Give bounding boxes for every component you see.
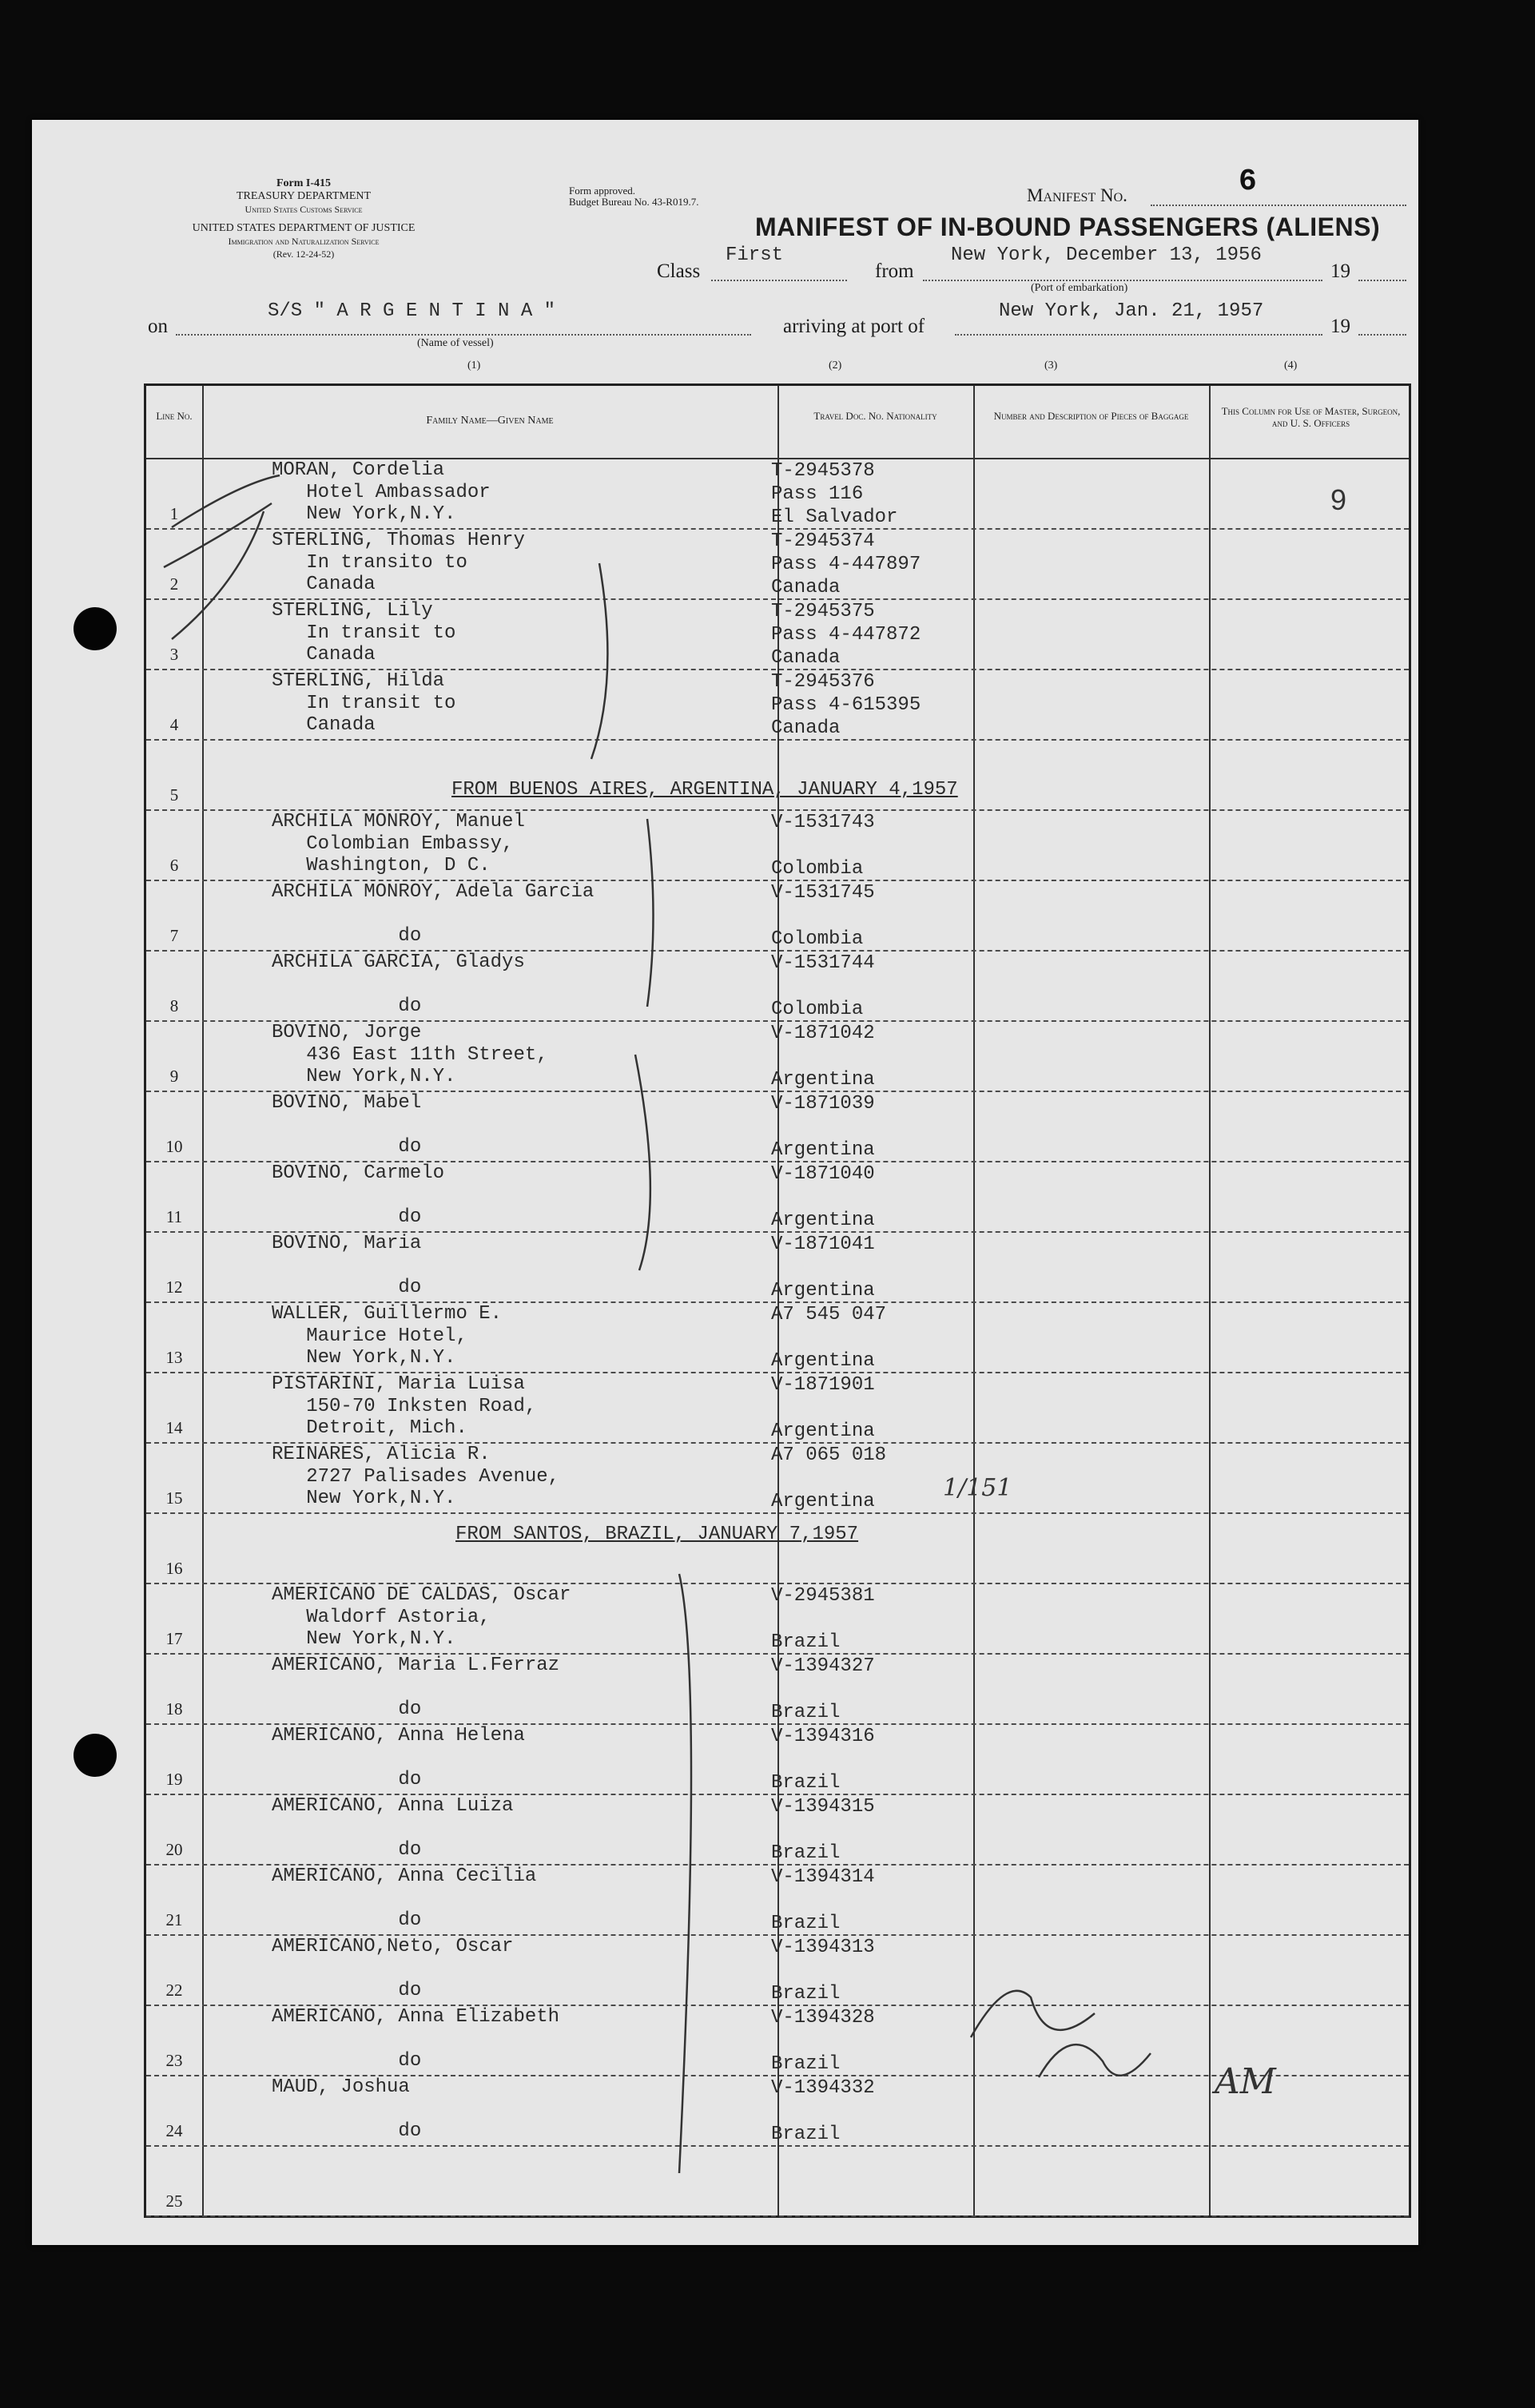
passenger-name: BOVINO, Mabel (272, 1092, 422, 1114)
line-number: 3 (169, 645, 179, 664)
vessel-caption: (Name of vessel) (417, 337, 494, 349)
travel-doc-nationality: A7 065 018 Argentina (771, 1444, 887, 1512)
passenger-address: Hotel Ambassador New York,N.Y. (306, 482, 491, 525)
travel-doc-nationality: V-1394313 Brazil (771, 1937, 875, 2005)
line-number: 18 (165, 1699, 183, 1719)
passenger-name: ARCHILA MONROY, Adela Garcia (272, 881, 595, 903)
col-name-header: Family Name—Given Name (426, 415, 554, 427)
passenger-name: ARCHILA MONROY, Manuel (272, 811, 525, 832)
line-number: 11 (165, 1207, 183, 1226)
justice-dept: UNITED STATES DEPARTMENT OF JUSTICE (192, 222, 416, 234)
passenger-address: Waldorf Astoria, New York,N.Y. (306, 1607, 491, 1650)
passenger-name: PISTARINI, Maria Luisa (272, 1373, 525, 1395)
passenger-address: do (398, 1206, 422, 1228)
on-label: on (148, 316, 168, 337)
form-rev: (Rev. 12-24-52) (272, 248, 335, 260)
travel-doc-nationality: T-2945374 Pass 4-447897 Canada (771, 530, 921, 598)
form-approved: Form approved. (569, 185, 636, 197)
passenger-name: WALLER, Guillermo E. (272, 1303, 503, 1325)
travel-doc-nationality: V-1871042 Argentina (771, 1023, 875, 1091)
vessel-name: S/S " A R G E N T I N A " (268, 300, 556, 322)
line-number: 20 (165, 1840, 183, 1859)
year-label-1: 19 (1330, 260, 1350, 282)
col-officers-header: This Column for Use of Master, Surgeon, and U. S. Officers (1221, 405, 1401, 429)
port-embark-caption: (Port of embarkation) (1031, 282, 1128, 294)
passenger-address: do (398, 1277, 422, 1298)
form-number: Form I-415 (276, 177, 332, 189)
year-label-2: 19 (1330, 316, 1350, 337)
col-num-4: (4) (1284, 360, 1298, 372)
passenger-address: do (398, 1699, 422, 1720)
line-number: 17 (165, 1629, 183, 1648)
travel-doc-nationality: V-1394314 Brazil (771, 1866, 875, 1934)
budget-bureau: Budget Bureau No. 43-R019.7. (569, 196, 699, 208)
passenger-address: In transito to Canada (306, 552, 467, 595)
passenger-name: STERLING, Hilda (272, 670, 445, 692)
passenger-address: do (398, 1769, 422, 1790)
col-line-header: Line No. (156, 410, 193, 422)
manifest-title: MANIFEST OF IN-BOUND PASSENGERS (ALIENS) (755, 213, 1381, 241)
travel-doc-nationality: V-1394328 Brazil (771, 2007, 875, 2075)
line-number: 6 (169, 856, 179, 875)
passenger-name: AMERICANO, Anna Luiza (272, 1795, 514, 1817)
col-num-2: (2) (829, 360, 842, 372)
passenger-name: AMERICANO DE CALDAS, Oscar (272, 1584, 571, 1606)
passenger-name: AMERICANO,Neto, Oscar (272, 1936, 514, 1957)
ins-service: Immigration and Naturalization Service (228, 236, 380, 247)
side-note: 1/151 (943, 1474, 1012, 1502)
line-number: 10 (165, 1137, 183, 1156)
line-number: 15 (165, 1488, 183, 1508)
line-number: 24 (165, 2121, 183, 2140)
line-number: 13 (165, 1348, 183, 1367)
arriving-label: arriving at port of (783, 316, 925, 337)
line-number: 23 (165, 2051, 183, 2070)
class-label: Class (657, 260, 701, 282)
passenger-name: BOVINO, Jorge (272, 1022, 422, 1043)
travel-doc-nationality: V-1394315 Brazil (771, 1796, 875, 1864)
travel-doc-nationality: V-1394327 Brazil (771, 1655, 875, 1723)
line-number: 21 (165, 1910, 183, 1929)
passenger-address: do (398, 1980, 422, 2001)
passenger-name: MORAN, Cordelia (272, 459, 445, 481)
passenger-name: ARCHILA GARCIA, Gladys (272, 952, 525, 973)
col-baggage-header: Number and Description of Pieces of Baggage (993, 410, 1189, 422)
passenger-name: AMERICANO, Anna Helena (272, 1725, 525, 1746)
passenger-name: BOVINO, Carmelo (272, 1162, 445, 1184)
passenger-address: In transit to Canada (306, 693, 456, 736)
passenger-address: 436 East 11th Street, New York,N.Y. (306, 1044, 548, 1087)
manifest-no-value: 6 (1239, 165, 1257, 199)
line-number: 25 (165, 2191, 183, 2211)
section-heading: FROM SANTOS, BRAZIL, JANUARY 7,1957 (455, 1524, 859, 1545)
passenger-address: do (398, 925, 422, 947)
passenger-address: do (398, 2120, 422, 2142)
passenger-name: AMERICANO, Maria L.Ferraz (272, 1655, 560, 1676)
line-number: 22 (165, 1981, 183, 2000)
line-number: 2 (169, 574, 179, 594)
passenger-address: do (398, 1839, 422, 1861)
passenger-address: do (398, 2050, 422, 2072)
passenger-address: 150-70 Inksten Road, Detroit, Mich. (306, 1396, 537, 1439)
line-number: 19 (165, 1770, 183, 1789)
passenger-address: Colombian Embassy, Washington, D C. (306, 833, 514, 876)
from-label: from (875, 260, 914, 282)
travel-doc-nationality: V-1394316 Brazil (771, 1726, 875, 1794)
travel-doc-nationality: V-1871901 Argentina (771, 1374, 875, 1442)
class-value: First (726, 244, 784, 266)
travel-doc-nationality: V-1531745 Colombia (771, 882, 875, 950)
passenger-name: BOVINO, Maria (272, 1233, 422, 1254)
travel-doc-nationality: A7 545 047 Argentina (771, 1304, 887, 1372)
passenger-address: do (398, 995, 422, 1017)
passenger-name: AMERICANO, Anna Cecilia (272, 1866, 537, 1887)
arriving-value: New York, Jan. 21, 1957 (999, 300, 1264, 322)
passenger-address: do (398, 1909, 422, 1931)
customs-service: United States Customs Service (245, 204, 363, 215)
passenger-address: do (398, 1136, 422, 1158)
signature-initials: AM (1215, 2061, 1276, 2102)
line-number: 12 (165, 1278, 183, 1297)
col-num-3: (3) (1044, 360, 1058, 372)
travel-doc-nationality: V-1871040 Argentina (771, 1163, 875, 1231)
passenger-address: 2727 Palisades Avenue, New York,N.Y. (306, 1466, 560, 1509)
line-number: 16 (165, 1559, 183, 1578)
line-number: 7 (169, 926, 179, 945)
travel-doc-nationality: T-2945375 Pass 4-447872 Canada (771, 601, 921, 669)
line-number: 5 (169, 785, 179, 805)
line-number: 4 (169, 715, 179, 734)
line-number: 8 (169, 996, 179, 1015)
officer-mark: 9 (1330, 483, 1347, 516)
passenger-name: MAUD, Joshua (272, 2076, 410, 2098)
line-number: 9 (169, 1067, 179, 1086)
travel-doc-nationality: T-2945376 Pass 4-615395 Canada (771, 671, 921, 739)
handwritten-marks (32, 120, 1418, 2245)
manifest-no-label: Manifest No. (1027, 185, 1127, 205)
travel-doc-nationality: V-1531744 Colombia (771, 952, 875, 1020)
passenger-address: In transit to Canada (306, 622, 456, 666)
travel-doc-nationality: V-1531743 Colombia (771, 812, 875, 880)
col-num-1: (1) (467, 360, 481, 372)
from-value: New York, December 13, 1956 (951, 244, 1262, 266)
travel-doc-nationality: V-1394332 Brazil (771, 2077, 875, 2145)
passenger-name: STERLING, Lily (272, 600, 433, 622)
manifest-page (32, 120, 1418, 2245)
treasury-dept: TREASURY DEPARTMENT (236, 190, 372, 202)
travel-doc-nationality: V-1871039 Argentina (771, 1093, 875, 1161)
col-doc-header: Travel Doc. No. Nationality (813, 410, 937, 422)
passenger-name: AMERICANO, Anna Elizabeth (272, 2006, 560, 2028)
line-number: 14 (165, 1418, 183, 1437)
travel-doc-nationality: V-1871041 Argentina (771, 1234, 875, 1301)
section-heading: FROM BUENOS AIRES, ARGENTINA, JANUARY 4,1957 (451, 779, 958, 801)
passenger-name: REINARES, Alicia R. (272, 1444, 491, 1465)
passenger-address: Maurice Hotel, New York,N.Y. (306, 1325, 467, 1369)
line-number: 1 (169, 504, 179, 523)
passenger-name: STERLING, Thomas Henry (272, 530, 525, 551)
travel-doc-nationality: V-2945381 Brazil (771, 1585, 875, 1653)
travel-doc-nationality: T-2945378 Pass 116 El Salvador (771, 460, 898, 528)
